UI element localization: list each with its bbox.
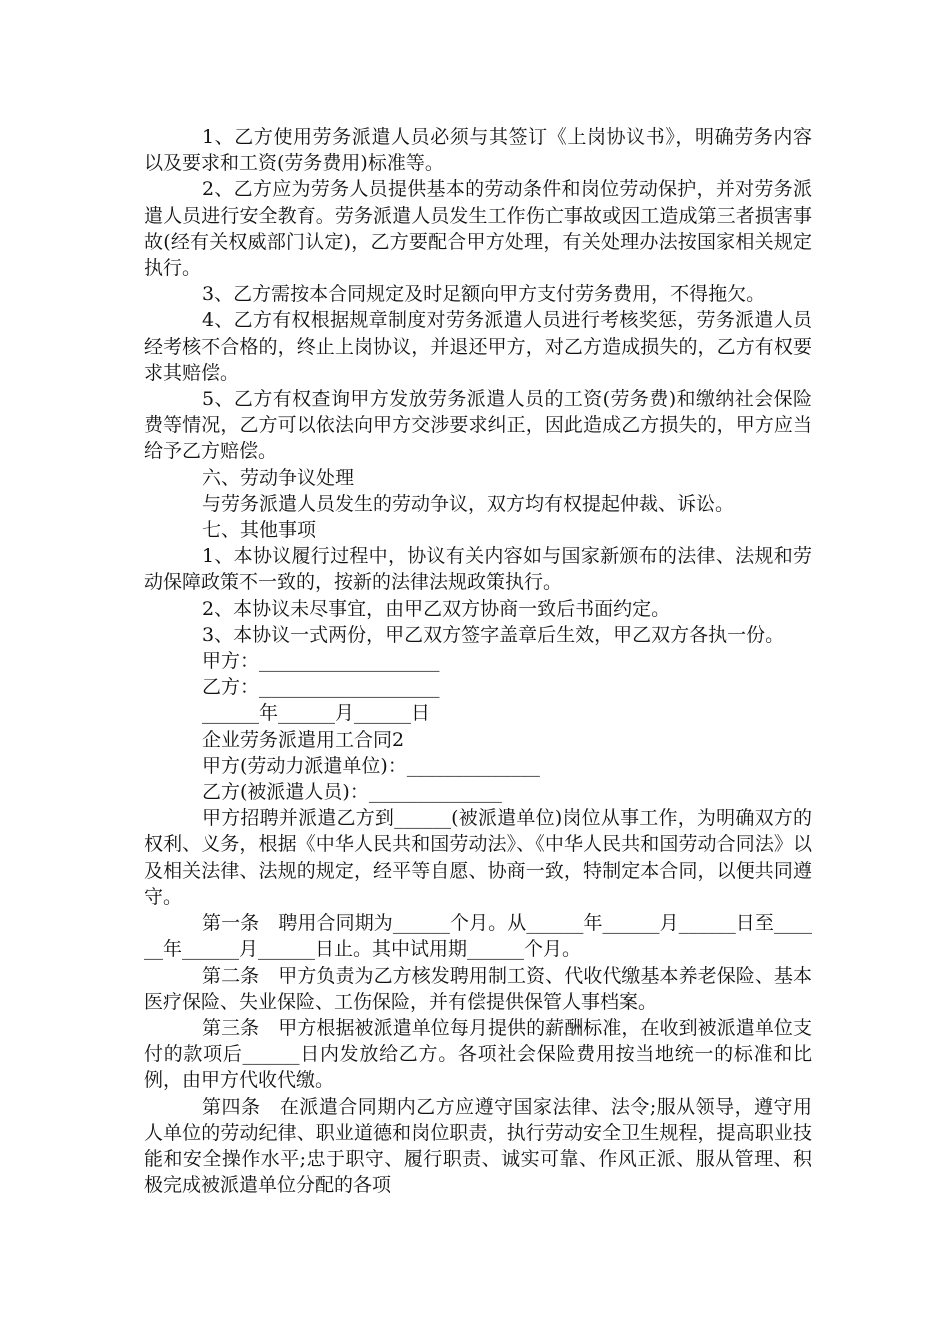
paragraph-other-2: 2、本协议未尽事宜，由甲乙双方协商一致后书面约定。 [202, 597, 671, 620]
paragraph-dispute: 与劳务派遣人员发生的劳动争议，双方均有权提起仲裁、诉讼。 [202, 492, 735, 515]
article-3: 第三条 甲方根据被派遣单位每月提供的薪酬标准，在收到被派遣单位支付的款项后______日内发放给乙方。各项社会保险费用按当地统一的标准和比例，由甲方代收代缴。 [144, 1016, 812, 1092]
paragraph-other-3: 3、本协议一式两份，甲乙双方签字盖章后生效，甲乙双方各执一份。 [202, 623, 785, 646]
paragraph-clause-5: 5、乙方有权查询甲方发放劳务派遣人员的工资(劳务费)和缴纳社会保险费等情况，乙方可以依法向甲方交涉要求纠正，因此造成乙方损失的，甲方应当给予乙方赔偿。 [144, 388, 812, 463]
paragraph-preamble: 甲方招聘并派遣乙方到______(被派遣单位)岗位从事工作，为明确双方的权利、义务，根据《中华人民共和国劳动法》、《中华人民共和国劳动合同法》以及相关法律、法规的规定，经平等自愿、协商一致，特制定本合同，以便共同遵守。 [144, 807, 812, 908]
article-1: 第一条 聘用合同期为______个月。从______年______月______日至______年______月______日止。其中试用期______个月。 [144, 912, 812, 961]
article-4: 第四条 在派遣合同期内乙方应遵守国家法律、法令;服从领导，遵守用人单位的劳动纪律、职业道德和岗位职责，执行劳动安全卫生规程，提高职业技能和安全操作水平;忠于职守、履行职责、诚实可靠、作风正派、服从管理、积极完成被派遣单位分配的各项 [144, 1095, 812, 1197]
document-body [144, 124, 812, 1198]
signature-date: ______年______月______日 [202, 702, 431, 725]
paragraph-clause-4: 4、乙方有权根据规章制度对劳务派遣人员进行考核奖惩，劳务派遣人员经考核不合格的，终止上岗协议，并退还甲方，对乙方造成损失的，乙方有权要求其赔偿。 [144, 309, 812, 384]
contract-title: 企业劳务派遣用工合同2 [202, 728, 405, 751]
signature-party-b: 乙方：___________________ [202, 676, 440, 699]
signature-party-a: 甲方：___________________ [202, 650, 440, 673]
paragraph-clause-3: 3、乙方需按本合同规定及时足额向甲方支付劳务费用，不得拖欠。 [202, 283, 766, 306]
section-heading-dispute: 六、劳动争议处理 [202, 466, 355, 489]
party-b-line: 乙方(被派遣人员)：______________ [202, 781, 502, 804]
paragraph-clause-1: 1、乙方使用劳务派遣人员必须与其签订《上岗协议书》，明确劳务内容以及要求和工资(劳务费用)标准等。 [144, 126, 812, 175]
party-a-line: 甲方(劳动力派遣单位)：______________ [202, 754, 540, 777]
section-heading-other: 七、其他事项 [202, 519, 317, 542]
paragraph-clause-2: 2、乙方应为劳务人员提供基本的劳动条件和岗位劳动保护，并对劳务派遣人员进行安全教育。劳务派遣人员发生工作伤亡事故或因工造成第三者损害事故(经有关权威部门认定)，乙方要配合甲方处理，有关处理办法按国家相关规定执行。 [144, 178, 812, 280]
paragraph-other-1: 1、本协议履行过程中，协议有关内容如与国家新颁布的法律、法规和劳动保障政策不一致的，按新的法律法规政策执行。 [144, 545, 812, 594]
article-2: 第二条 甲方负责为乙方核发聘用制工资、代收代缴基本养老保险、基本医疗保险、失业保险、工伤保险，并有偿提供保管人事档案。 [144, 964, 812, 1013]
